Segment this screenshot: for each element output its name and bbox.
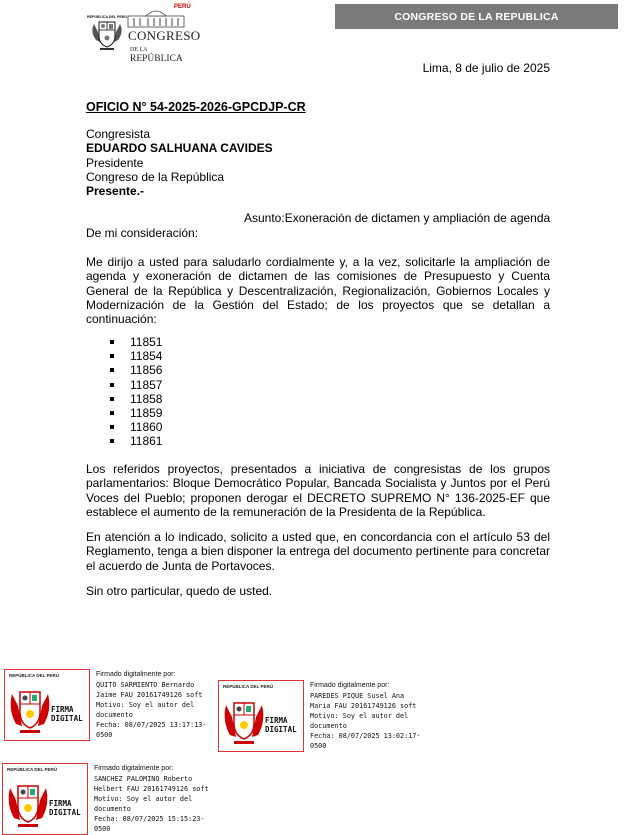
- salutation: De mi consideración:: [86, 226, 199, 240]
- firma-digital-stamp: REPÚBLICA DEL PERÚ FIRMA DIGITAL: [4, 669, 90, 741]
- peru-shield-icon: [6, 774, 50, 832]
- bullet-icon: [110, 368, 114, 372]
- header-banner: CONGRESO DE LA REPUBLICA: [335, 4, 618, 29]
- addressee-presente: Presente.-: [86, 184, 145, 199]
- addressee-role: Congresista: [86, 127, 151, 141]
- digital-signature-2: [218, 680, 428, 752]
- addressee-name: EDUARDO SALHUANA CAVIDES: [86, 141, 273, 156]
- project-item: 11857: [110, 378, 162, 392]
- bullet-icon: [110, 411, 114, 415]
- project-item: 11860: [110, 420, 162, 434]
- bullet-icon: [110, 383, 114, 387]
- bullet-icon: [110, 425, 114, 429]
- bullet-icon: [110, 354, 114, 358]
- project-item: 11858: [110, 392, 162, 406]
- project-item: 11861: [110, 434, 162, 448]
- congreso-logo: [87, 4, 201, 64]
- project-item: 11856: [110, 363, 162, 377]
- peru-tag: PERÚ: [174, 4, 191, 10]
- subject-line: Asunto:Exoneración de dictamen y ampliación de agenda: [244, 211, 551, 225]
- logo-republica-text: DE LA REPÚBLICA: [130, 47, 183, 64]
- firma-digital-stamp: REPÚBLICA DEL PERÚ FIRMA DIGITAL: [2, 763, 88, 835]
- project-item: 11854: [110, 349, 162, 363]
- paragraph-attention: En atención a lo indicado, solicito a usted que, en concordancia con el artículo 53 del Reglamento, tenga a bien disponer la entrega del documento pertinente para concretar el acuerdo de Junta de Portavoces.: [86, 530, 550, 573]
- paragraph-request: Me dirijo a usted para saludarlo cordialmente y, a la vez, solicitarle la ampliación de agenda y exoneración de dictamen de las comisiones de Presupuesto y Cuenta General de la República y Descentralización, Regionalización, Gobiernos Locales y Modernización de la Gestión del Estado; de los proyectos que se detallan a continuación:: [86, 255, 550, 327]
- project-item: 11859: [110, 406, 162, 420]
- projects-list: [110, 335, 162, 449]
- signature-details: Firmado digitalmente por: QUITO SARMIENTO Bernardo Jaime FAU 20161749126 soft Motivo: Soy el autor del documento Fecha: 08/07/2025 13:17:13-0500: [96, 671, 207, 739]
- peru-shield-icon: [8, 680, 52, 738]
- addressee-institution: Congreso de la República: [86, 169, 225, 184]
- digital-signature-3: [2, 763, 212, 835]
- svg-text:REPÚBLICA DEL PERÚ: REPÚBLICA DEL PERÚ: [87, 15, 127, 19]
- closing-line: Sin otro particular, quedo de usted.: [86, 584, 273, 598]
- letter-date: Lima, 8 de julio de 2025: [422, 61, 550, 75]
- signature-details: Firmado digitalmente por: PAREDES PIQUE Susel Ana Maria FAU 20161749126 soft Motivo: Soy el autor del documento Fecha: 08/07/2025 13:02:17-0500: [310, 682, 421, 750]
- signature-details: Firmado digitalmente por: SANCHEZ PALOMINO Roberto Helbert FAU 20161749126 soft Motivo: Soy el autor del documento Fecha: 08/07/2025 15:15:23-0500: [94, 765, 209, 833]
- peru-shield-icon: [222, 691, 266, 749]
- oficio-number: OFICIO N° 54-2025-2026-GPCDJP-CR: [86, 100, 306, 114]
- firma-digital-stamp: REPÚBLICA DEL PERÚ FIRMA DIGITAL: [218, 680, 304, 752]
- bullet-icon: [110, 340, 114, 344]
- logo-congreso-text: CONGRESO: [128, 28, 201, 43]
- addressee-position: Presidente: [86, 155, 144, 170]
- paragraph-projects: Los referidos proyectos, presentados a iniciativa de congresistas de los grupos parlamentarios: Bloque Democrático Popular, Bancada Socialista y Juntos por el Perú Voces del Pueblo; proponen derogar el DECRETO SUPREMO N° 136-2025-EF que establece el aumento de la remuneración de la Presidenta de la República.: [86, 462, 550, 519]
- bullet-icon: [110, 397, 114, 401]
- bullet-icon: [110, 439, 114, 443]
- digital-signature-1: [4, 669, 214, 741]
- addressee-block: [86, 127, 273, 198]
- project-item: 11851: [110, 335, 162, 349]
- coat-of-arms-icon: [87, 12, 127, 52]
